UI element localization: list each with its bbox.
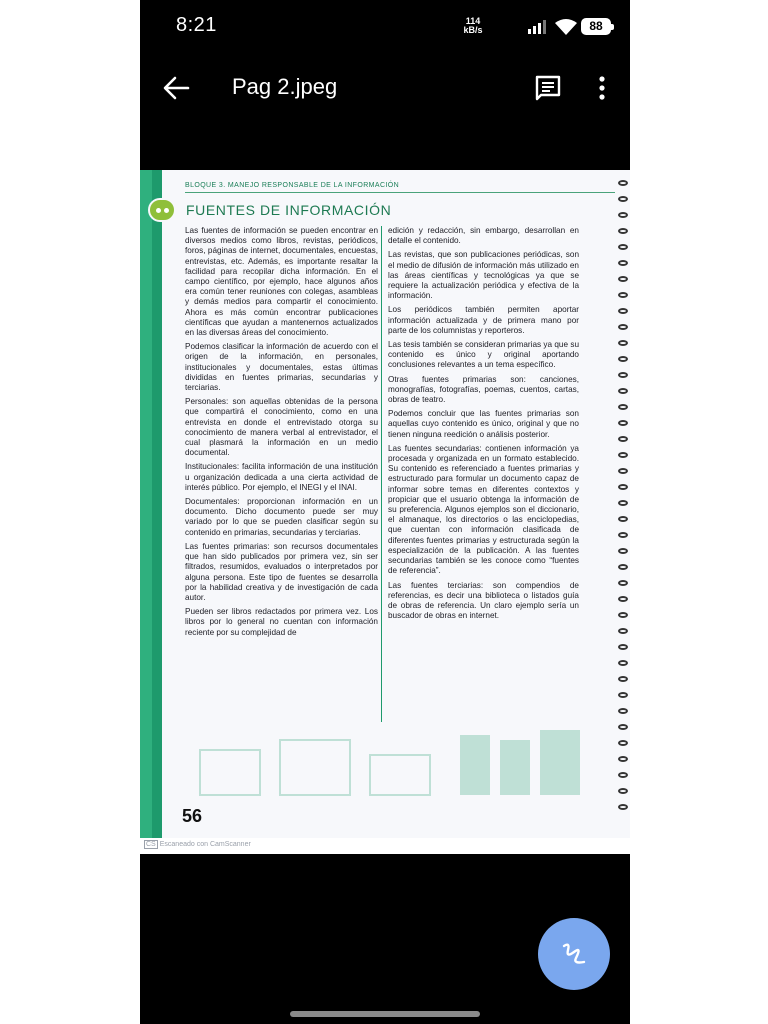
scanner-watermark xyxy=(144,840,251,849)
binding-ring xyxy=(618,708,628,714)
faded-illustration xyxy=(180,730,620,800)
scanner-text: Escaneado con CamScanner xyxy=(159,841,251,848)
binding-ring xyxy=(618,660,628,666)
binding-ring xyxy=(618,564,628,570)
more-vert-icon[interactable] xyxy=(592,75,612,101)
binding-ring xyxy=(618,212,628,218)
binding-ring xyxy=(618,676,628,682)
phone-screen xyxy=(140,0,630,1024)
binding-ring xyxy=(618,532,628,538)
document-image[interactable] xyxy=(140,170,630,854)
signal-icon xyxy=(527,20,549,34)
binding-ring xyxy=(618,340,628,346)
binding-ring xyxy=(618,436,628,442)
column-divider xyxy=(381,226,382,722)
network-speed-value: 114 xyxy=(465,16,481,26)
binding-ring xyxy=(618,356,628,362)
paragraph: Podemos clasificar la información de acuerdo con el origen de la información, en personales, institucionales y documentales, estas últimas divididas en fuentes primarias, secundarias y terciarias. xyxy=(185,342,378,393)
binding-ring xyxy=(618,500,628,506)
binding-ring xyxy=(618,180,628,186)
page-number: 56 xyxy=(182,806,203,826)
section-tab-icon xyxy=(148,198,176,222)
gesture-bar[interactable] xyxy=(290,1011,480,1017)
header-divider xyxy=(185,192,615,193)
paragraph: Otras fuentes primarias son: canciones, monografías, fotografías, poemas, cuentos, cartas, obras de teatro. xyxy=(388,374,579,405)
binding-ring xyxy=(618,612,628,618)
binding-ring xyxy=(618,484,628,490)
binding-ring xyxy=(618,468,628,474)
page-title: FUENTES DE INFORMACIÓN xyxy=(186,202,392,218)
binding-ring xyxy=(618,324,628,330)
binding-ring xyxy=(618,580,628,586)
paragraph: Documentales: proporcionan información en un documento. Dicho documento puede ser muy variado por lo que se pueden clasificar según su contenido en primarias, secundarias y terciarias. xyxy=(185,497,378,537)
scanner-footer xyxy=(140,838,630,854)
binding-ring xyxy=(618,196,628,202)
left-column xyxy=(185,226,378,642)
binding-ring xyxy=(618,276,628,282)
camscanner-logo: CS xyxy=(146,841,156,848)
arrow-left-icon[interactable] xyxy=(162,74,190,102)
binding-ring xyxy=(618,452,628,458)
comment-icon[interactable] xyxy=(535,75,561,101)
paragraph: Pueden ser libros redactados por primera vez. Los libros por lo general no cuentan con información reciente por su complejidad de xyxy=(185,607,378,637)
page-green-margin-light xyxy=(140,170,152,838)
binding-ring xyxy=(618,372,628,378)
binding-ring xyxy=(618,516,628,522)
binding-ring xyxy=(618,628,628,634)
network-speed xyxy=(458,17,488,35)
network-speed-unit: kB/s xyxy=(463,25,483,35)
status-bar xyxy=(140,0,630,56)
binding-ring xyxy=(618,260,628,266)
app-bar xyxy=(140,60,630,116)
binding-ring xyxy=(618,228,628,234)
paragraph: Podemos concluir que las fuentes primarias son aquellas cuyo contenido es único, original y que no tienen ninguna reedición o análisis posterior. xyxy=(388,409,579,439)
binding-ring xyxy=(618,308,628,314)
binding-ring xyxy=(618,692,628,698)
binding-ring xyxy=(618,292,628,298)
status-time: 8:21 xyxy=(176,14,217,36)
edit-fab-button[interactable] xyxy=(538,918,610,990)
binding-ring xyxy=(618,388,628,394)
binding-ring xyxy=(618,804,628,810)
spiral-binding xyxy=(616,180,630,820)
paragraph: Las fuentes de información se pueden encontrar en diversos medios como libros, revistas, periódicos, foros, páginas de internet, documentales, encuestas, entrevistas, etc. Además, es importante resaltar la facilidad para recopilar dicha información. En el campo científico, por ejemplo, hace algunos años era común tener reuniones con colegas, asambleas y demás medios para compartir el conocimiento. Ahora es más común encontrar publicaciones científicas que ayudan a mantenernos actualizados en las diversas áreas del conocimiento. xyxy=(185,226,378,338)
binding-ring xyxy=(618,404,628,410)
binding-ring xyxy=(618,596,628,602)
paragraph: Las fuentes secundarias: contienen información ya procesada y organizada en un formato establecido. Su contenido es referenciado a fuentes primarias y estructurado para formular un documento capaz de informar sobre temas en diferentes contextos y propiciar que el usuario obtenga la información de su preferencia. Algunos ejemplos son el diccionario, el almanaque, los directorios o las enciclopedias, que cuentan con información clasificada de diferentes fuentes primarias y estructurada según la especialización de la publicación. A las fuentes secundarias también se les conoce como “fuentes de referencia”. xyxy=(388,443,579,576)
battery-indicator: 88 xyxy=(581,18,611,35)
binding-ring xyxy=(618,244,628,250)
binding-ring xyxy=(618,420,628,426)
paragraph: Las fuentes terciarias: son compendios de referencias, es decir una biblioteca o listados guía de obras de referencia. Un claro ejemplo sería un buscador de obras en internet. xyxy=(388,580,579,621)
file-title: Pag 2.jpeg xyxy=(232,74,338,99)
wifi-icon xyxy=(555,19,577,35)
paragraph: Institucionales: facilita información de una institución u organización dedicada a una cierta actividad de interés público. Por ejemplo, el INEGI y el INAI. xyxy=(185,462,378,492)
paragraph: edición y redacción, sin embargo, desarrollan en detalle el contenido. xyxy=(388,226,579,246)
paragraph: Las tesis también se consideran primarias ya que su contenido es único y original aportando conclusiones relevantes a un tema específico. xyxy=(388,340,579,370)
binding-ring xyxy=(618,548,628,554)
paragraph: Las revistas, que son publicaciones periódicas, son el medio de difusión de información más utilizado en las áreas científicas y tecnológicas ya que se requiere la actualización periódica y efectiva de la información. xyxy=(388,250,579,301)
paragraph: Los periódicos también permiten aportar información actualizada y de primera mano por parte de los columnistas y reporteros. xyxy=(388,305,579,335)
right-column xyxy=(388,226,579,625)
paragraph: Las fuentes primarias: son recursos documentales que han sido publicados por primera vez, sin ser filtrados, resumidos, evaluados o interpretados por alguna persona. Este tipo de fuentes se desarrolla por la habilidad creativa y de investigación de cada autor. xyxy=(185,541,378,602)
squiggle-edit-icon xyxy=(560,940,588,968)
paragraph: Personales: son aquellas obtenidas de la persona que compartirá el conocimiento, como en una entrevista en donde el entrevistado otorga su conocimiento de manera verbal al entrevistador, el cual plasmará la información en un medio documental. xyxy=(185,397,378,458)
binding-ring xyxy=(618,644,628,650)
block-header: BLOQUE 3. MANEJO RESPONSABLE DE LA INFORMACIÓN xyxy=(185,182,400,189)
